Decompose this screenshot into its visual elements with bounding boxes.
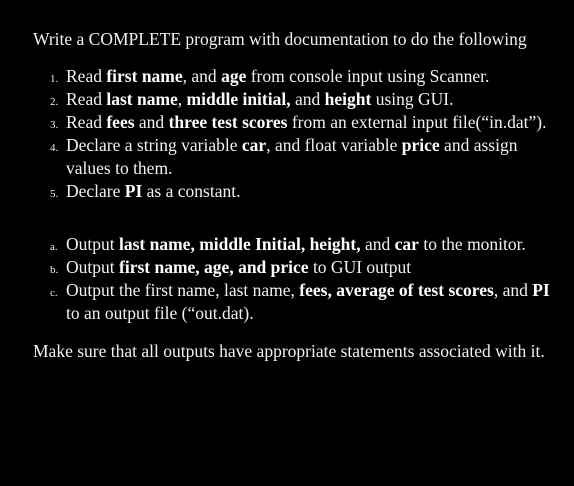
list-item [33,111,553,134]
bold-term: car [394,234,419,254]
output-list [33,233,553,325]
text-run: from an external input file(“in.dat”). [287,112,547,132]
item-number: 3. [50,119,59,131]
text-run: Output the first name, last name, [66,280,300,300]
bold-term: fees [106,112,135,132]
list-item [33,256,553,279]
item-text [66,257,411,277]
text-run: and [290,89,325,109]
item-number: 1. [50,73,59,85]
text-run: , [177,89,187,109]
item-text [66,181,240,201]
text-run: and [360,234,395,254]
item-number: 5. [50,188,59,200]
item-text [66,280,550,323]
text-run: Output [66,257,119,277]
item-text [66,112,546,132]
list-item [33,279,553,325]
text-run: Read [66,112,107,132]
bold-term: middle initial, [186,89,291,109]
section-spacer [33,203,553,233]
item-text [66,89,453,109]
bold-term: last name, middle Initial, height, [119,234,361,254]
text-run: , and [493,280,533,300]
text-run: Declare [66,181,125,201]
item-number: 2. [50,96,59,108]
text-run: from console input using Scanner. [246,66,490,86]
bold-term: first name [106,66,183,86]
item-text [66,135,517,178]
list-item [33,65,553,88]
bold-term: price [401,135,440,155]
item-letter: b. [50,264,59,276]
item-letter: c. [50,287,58,299]
bold-term: last name [106,89,178,109]
text-run: to the monitor. [418,234,526,254]
item-number: 4. [50,142,59,154]
assignment-document [33,28,553,363]
closing-paragraph: Make sure that all outputs have appropriate statements associated with it. [33,341,545,361]
item-text [66,234,526,254]
list-item [33,180,553,203]
list-item [33,233,553,256]
text-run: Read [66,89,107,109]
item-letter: a. [50,241,58,253]
bold-term: age [221,66,247,86]
text-run: to GUI output [308,257,412,277]
text-run: , and float variable [266,135,402,155]
bold-term: first name, age, and price [119,257,309,277]
text-run: Declare a string variable [66,135,242,155]
bold-term: car [241,135,267,155]
text-run: , and [182,66,222,86]
text-run: and assign values to them. [66,135,518,178]
list-item [33,88,553,111]
text-run: Output [66,234,119,254]
list-item [33,134,553,180]
bold-term: fees, average of test scores [299,280,494,300]
input-list [33,65,553,203]
bold-term: three test scores [168,112,288,132]
text-run: as a constant. [142,181,241,201]
text-run: to an output file (“out.dat). [66,303,254,323]
bold-term: height [324,89,372,109]
text-run: using GUI. [371,89,454,109]
text-run: and [134,112,169,132]
bold-term: PI [532,280,550,300]
bold-term: PI [124,181,143,201]
text-run: Read [66,66,107,86]
item-text [66,66,489,86]
intro-paragraph: Write a COMPLETE program with documentation to do the following [33,29,527,49]
